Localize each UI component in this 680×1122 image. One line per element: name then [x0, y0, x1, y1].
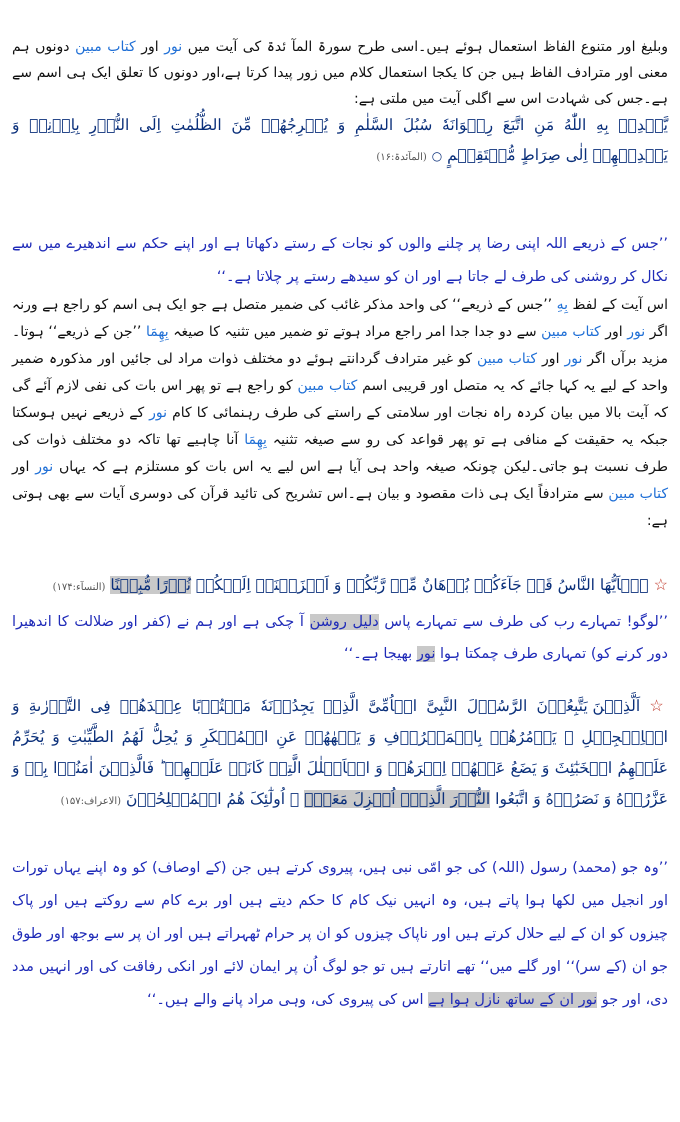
paragraph-2-text-c: اور	[600, 324, 628, 340]
highlight-bihi: بِهِ	[556, 297, 569, 313]
highlight-kitab-mubeen: کتاب مبین	[608, 486, 669, 502]
paragraph-2	[12, 292, 668, 535]
translation-2-highlight-noor: نور	[416, 646, 436, 662]
quran-verse-3-text-a: اَلَّذِیۡنَ یَتَّبِعُوۡنَ الرَّسُوۡلَ النَّبِیَّ الۡاُمِّیَّ الَّذِیۡ یَجِدُوۡنَهٗ مَکۡتُوۡبًا عِنۡدَهُمۡ فِی التَّوۡرٰىةِ وَ الۡاِنۡجِیۡلِ ۫ یَاۡمُرُهُمۡ بِالۡمَعۡرُوۡفِ وَ یَنۡهٰهُمۡ عَنِ الۡمُنۡکَرِ وَ یُحِلُّ لَهُمُ الطَّیِّبٰتِ وَ یُحَرِّمُ عَلَیۡهِمُ الۡخَبٰٓئِثَ وَ یَضَعُ عَنۡهُمۡ اِصۡرَهُمۡ وَ الۡاَغۡلٰلَ الَّتِیۡ کَانَتۡ عَلَیۡهِمۡ ؕ فَالَّذِیۡنَ اٰمَنُوۡا بِهٖ وَ عَزَّرُوۡهُ وَ نَصَرُوۡهُ وَ اتَّبَعُوا	[12, 697, 668, 808]
paragraph-2-text-e: ’’جن کے ذریعے‘‘ ہوتا۔مزید برآں اگر	[12, 324, 669, 367]
highlight-noor: نور	[149, 405, 168, 421]
highlight-bihima: بِهِمَا	[244, 432, 267, 448]
translation-2-text-c: بھیجا ہے۔‘‘	[344, 646, 417, 662]
star-icon: ☆	[649, 696, 668, 715]
quran-verse-3-highlight: النُّوۡرَ الَّذِیۡۤ اُنۡزِلَ مَعَهٗۤ	[304, 790, 491, 808]
verse-1-reference: (المآئدۃ:۱۶)	[376, 152, 427, 163]
translation-3-text-a: ’’وہ جو (محمد) رسول (اللہ) کی جو امّی نبی ہیں، پیروی کرتے ہیں جن (کے اوصاف) کو وہ اپنے یہاں تورات اور انجیل میں لکھا ہوا پاتے ہیں، وہ انہیں نیک کام کا حکم دیتے ہیں اور برے کام سے روکتے ہیں اور پاک چیزوں کو ان کے لیے حلال کرتے ہیں اور ناپاک چیزوں کو ان پر حرام ٹھہراتے ہیں اور ان پر سے بوجھ اور طوق جو ان (کے سر)‘‘ اور گلے میں‘‘ تھے اتارتے ہیں تو جو لوگ اُن پر ایمان لائے اور انکی رفاقت کی اور انہیں مدد دی، اور جو	[12, 860, 668, 1008]
highlight-kitab-mubeen: کتاب مبین	[75, 39, 136, 55]
highlight-kitab-mubeen: کتاب مبین	[477, 351, 538, 367]
paragraph-1-text-c: دونوں ہم معنی اور مترادف الفاظ ہیں جن کا یکجا استعمال کلام میں زور پیدا کرتا ہے،اور دونوں کا تعلق ایک ہی اسم سے ہے۔جس کی شہادت اس سے اگلی آیت میں ملتی ہے:	[12, 39, 668, 107]
quran-verse-3-text-b: ۙ اُولٰٓئِکَ هُمُ الۡمُفۡلِحُوۡنَ	[126, 790, 305, 808]
star-icon: ☆	[653, 575, 668, 594]
verse-3-reference: (الاعراف:۱۵۷)	[60, 796, 122, 807]
quran-verse-2-text: یٰۤاَیُّهَا النَّاسُ قَدۡ جَآءَکُمۡ بُرۡهَانٌ مِّنۡ رَّبِّکُمۡ وَ اَنۡزَلۡنَاۤ اِلَیۡکُمۡ	[191, 576, 649, 594]
paragraph-1	[12, 34, 668, 112]
highlight-noor: نور	[627, 324, 646, 340]
translation-3-highlight: نور ان کے ساتھ نازل ہوا ہے	[428, 992, 598, 1008]
quran-verse-2-highlight: نُوۡرًا مُّبِیۡنًا	[110, 576, 191, 594]
highlight-bihima: بِهِمَا	[145, 324, 169, 340]
highlight-kitab-mubeen: کتاب مبین	[297, 378, 358, 394]
paragraph-2-text-a: اس آیت کے لفظ	[568, 297, 668, 313]
quran-verse-1	[12, 110, 668, 173]
highlight-noor: نور	[164, 39, 183, 55]
paragraph-2-text-d: سے دو جدا جدا امر راجع مراد ہوتے تو ضمیر میں تثنیہ کا صیغہ	[168, 324, 542, 340]
quran-verse-2	[12, 570, 668, 603]
paragraph-1-text-a: وبلیغ اور متنوع الفاظ استعمال ہوئے ہیں۔اسی طرح سورۃ المآ ئدۃ کی آیت میں	[182, 39, 669, 55]
translation-1-text: ’’جس کے ذریعے اللہ اپنی رضا پر چلنے والوں کو نجات کے رستے دکھاتا ہے اور اپنے حکم سے اندھیرے میں سے نکال کر روشنی کی طرف لے جاتا ہے اور ان کو سیدھے رستے پر چلاتا ہے۔‘‘	[12, 236, 668, 285]
translation-2-highlight-daleel: دلیل روشن	[309, 614, 379, 630]
translation-2	[12, 606, 668, 670]
highlight-noor: نور	[564, 351, 583, 367]
verse-2-reference: (النسآء:۱۷۴)	[52, 582, 106, 593]
translation-2-text-b: آ چکی ہے اور ہم نے (کفر اور ضلالت کا اندھیرا دور کرنے کو) تمہاری طرف چمکتا ہوا	[12, 614, 668, 662]
verse-end-circle-icon: ○	[431, 149, 443, 163]
paragraph-1-text-b: اور	[135, 39, 165, 55]
quran-verse-3	[12, 690, 668, 817]
translation-2-text-a: ’’لوگو! تمہارے رب کی طرف سے تمہارے پاس	[378, 614, 668, 630]
paragraph-2-text-k: اور	[12, 459, 36, 475]
translation-3	[12, 852, 668, 1017]
paragraph-2-text-i: کے ذریعے نہیں ہوسکتا جبکہ یہ حقیقت کے منافی ہے تو پھر قواعد کی رو سے صیغہ تثنیہ	[12, 405, 669, 448]
paragraph-2-text-g: کو غیر مترادف گردانتے ہوئے دو مختلف ذوات مراد لی جائیں اور مذکورہ ضمیر واحد کے لیے یہ کہا جائے کہ یہ متصل اور قریبی اسم	[12, 351, 668, 394]
highlight-noor: نور	[35, 459, 54, 475]
translation-3-text-b: اس کی پیروی کی، وہی مراد پانے والے ہیں۔‘‘	[147, 992, 429, 1008]
highlight-kitab-mubeen: کتاب مبین	[541, 324, 601, 340]
paragraph-2-text-l: سے مترادفاً ایک ہی ذات مقصود و بیان ہے۔اس تشریح کی تائید قرآن کی دوسری آیات سے بھی ہوتی ہے:	[12, 486, 668, 529]
paragraph-2-text-h: کو راجع ہے تو پھر اس بات کی نفی لازم آئے گی کہ آیت بالا میں بیان کردہ راہ نجات اور سلامتی کے راستے کی طرف رہنمائی کا کام	[12, 378, 668, 421]
translation-1	[12, 228, 668, 294]
quran-verse-1-text: یَّهۡدِیۡ بِهِ اللّٰهُ مَنِ اتَّبَعَ رِضۡوَانَهٗ سُبُلَ السَّلٰمِ وَ یُخۡرِجُهُمۡ مِّنَ الظُّلُمٰتِ اِلَی النُّوۡرِ بِاِذۡنِهٖ وَ یَهۡدِیۡهِمۡ اِلٰی صِرَاطٍ مُّسۡتَقِیۡمٍ	[12, 116, 668, 164]
paragraph-2-text-j: آنا چاہیے تھا تاکہ دو مختلف ذوات کی طرف نسبت ہو جاتی۔لیکن چونکہ صیغہ واحد ہی آیا ہے اس لیے یہ اس بات کو مستلزم ہے کہ یہاں	[12, 432, 668, 475]
paragraph-2-text-b: ’’جس کے ذریعے‘‘ کی واحد مذکر غائب کی ضمیر متصل ہے جو ایک ہی اسم کو راجع ہے ورنہ اگر	[12, 297, 669, 340]
paragraph-2-text-f: اور	[537, 351, 565, 367]
